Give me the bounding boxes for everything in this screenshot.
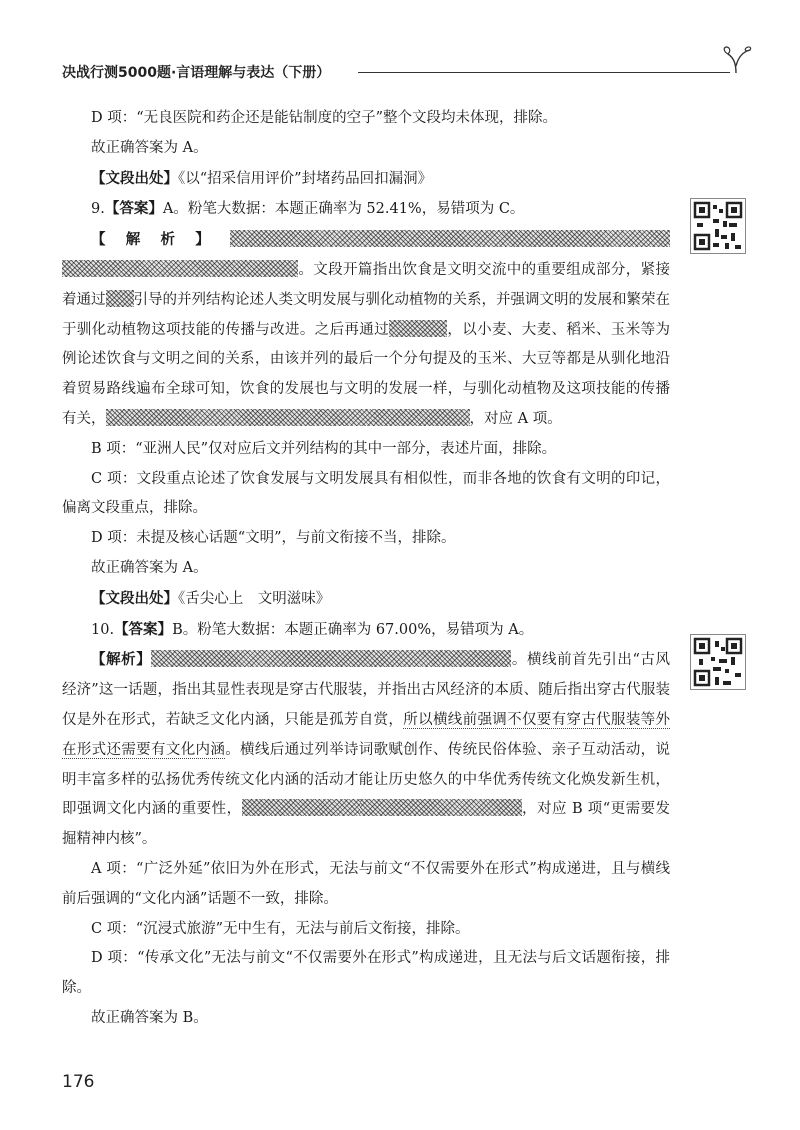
q9-option-d: D 项：未提及核心话题“文明”，与前文衔接不当，排除。 xyxy=(91,530,456,547)
analysis-label: 【解析】 xyxy=(91,651,152,669)
q9-source xyxy=(62,584,670,615)
q8-answer: 故正确答案为 A。 xyxy=(91,139,208,156)
question-number: 10. xyxy=(91,621,115,638)
hidden-text-mask xyxy=(106,290,134,307)
answer-label: 【答案】 xyxy=(114,620,173,638)
underlined-key-sentence: 所以横线前强调不仅要有穿古代服装等外在形式还需要有文化内涵 xyxy=(62,711,671,758)
q8-source xyxy=(62,164,670,195)
qr-code-q9-icon xyxy=(691,199,745,253)
q10-answer: 故正确答案为 B。 xyxy=(91,1009,208,1026)
q9-option-b: B 项：“亚洲人民”仅对应后文并列结构的其中一部分，表述片面，排除。 xyxy=(91,440,557,457)
q8-option-d: D 项：“无良医院和药企还是能钻制度的空子”整个文段均未体现，排除。 xyxy=(91,110,558,126)
q10-answer-line xyxy=(62,615,670,646)
page-body xyxy=(62,104,670,1034)
source-label: 【文段出处】 xyxy=(91,589,178,607)
hidden-text-mask xyxy=(230,230,670,247)
book-title: 决战行测5000题·言语理解与表达（下册） xyxy=(62,65,331,81)
answer-label: 【答案】 xyxy=(104,200,163,218)
q10-option-d: D 项：“传承文化”无法与前文“不仅需要外在形式”构成递进，且无法与后文话题衔接，排除。 xyxy=(62,950,670,997)
source-text: 《以“招采信用评价”封堵药品回扣漏洞》 xyxy=(178,170,433,187)
question-number: 9. xyxy=(91,201,105,218)
qr-code-q10-icon xyxy=(691,635,745,689)
hidden-text-mask xyxy=(106,409,374,426)
hidden-text-mask xyxy=(151,650,511,667)
sprout-icon xyxy=(722,46,754,74)
hidden-text-mask xyxy=(242,799,360,816)
q9-answer: 故正确答案为 A。 xyxy=(91,559,208,576)
header-rule xyxy=(358,72,730,73)
analysis-label: 【解析】 xyxy=(91,231,230,249)
source-text: 《舌尖心上 文明滋味》 xyxy=(178,590,331,607)
qr-code-q10[interactable] xyxy=(690,634,746,690)
hidden-text-mask xyxy=(374,409,470,426)
running-header xyxy=(62,60,752,84)
answer-text: B。粉笔大数据：本题正确率为 67.00%，易错项为 A。 xyxy=(172,621,534,638)
hidden-text-mask xyxy=(62,260,298,277)
q9-answer-line xyxy=(62,194,670,225)
q10-analysis: 【解析】 。横线前首先引出“古风经济”这一话题，指出其显性表现是穿古代服装，并指出古风经济的本质、随后指出穿古代服装仅是外在形式，若缺乏文化内涵，只能是孤芳自赏，所以横线前强调不仅要有穿古代服装等外在形式还需要有文化内涵。横线后通过列举诗词歌赋创作、传统民俗体验、亲子互动活动，说明丰富多样的弘扬优秀传统文化内涵的活动才能让历史悠久的中华优秀传统文化焕发新生机，即强调文化内涵的重要性， ，对应 B 项“更需要发掘精神内核”。 xyxy=(62,651,671,848)
q9-analysis: 【解析】。文段开篇指出饮食是文明交流中的重要组成部分，紧接着通过 引导的并列结构论述人类文明发展与驯化动植物的关系，并强调文明的发展和繁荣在于驯化动植物这项技能的传播与改进。之后再通过 ，以小麦、大麦、稻米、玉米等为例论述饮食与文明之间的关系，由该并列的最后一个分句提及的玉米、大豆等都是从驯化地沿着贸易路线遍布全球可知，饮食的发展也与文明的发展一样，与驯化动植物及这项技能的传播有关， ，对应 A 项。 xyxy=(62,231,671,427)
page-number: 176 xyxy=(62,1072,95,1092)
q10-option-a: A 项：“广泛外延”依旧为外在形式，无法与前文“不仅需要外在形式”构成递进，且与横线前后强调的“文化内涵”话题不一致，排除。 xyxy=(62,860,670,907)
qr-code-q9[interactable] xyxy=(690,198,746,254)
source-label: 【文段出处】 xyxy=(91,169,178,187)
hidden-text-mask xyxy=(389,320,447,337)
q9-option-c: C 项：文段重点论述了饮食发展与文明发展具有相似性，而非各地的饮食有文明的印记，偏离文段重点，排除。 xyxy=(62,470,670,517)
answer-text: A。粉笔大数据：本题正确率为 52.41%，易错项为 C。 xyxy=(162,201,525,218)
hidden-text-mask xyxy=(360,799,522,816)
q10-option-c: C 项：“沉浸式旅游”无中生有，无法与前后文衔接，排除。 xyxy=(91,920,470,937)
